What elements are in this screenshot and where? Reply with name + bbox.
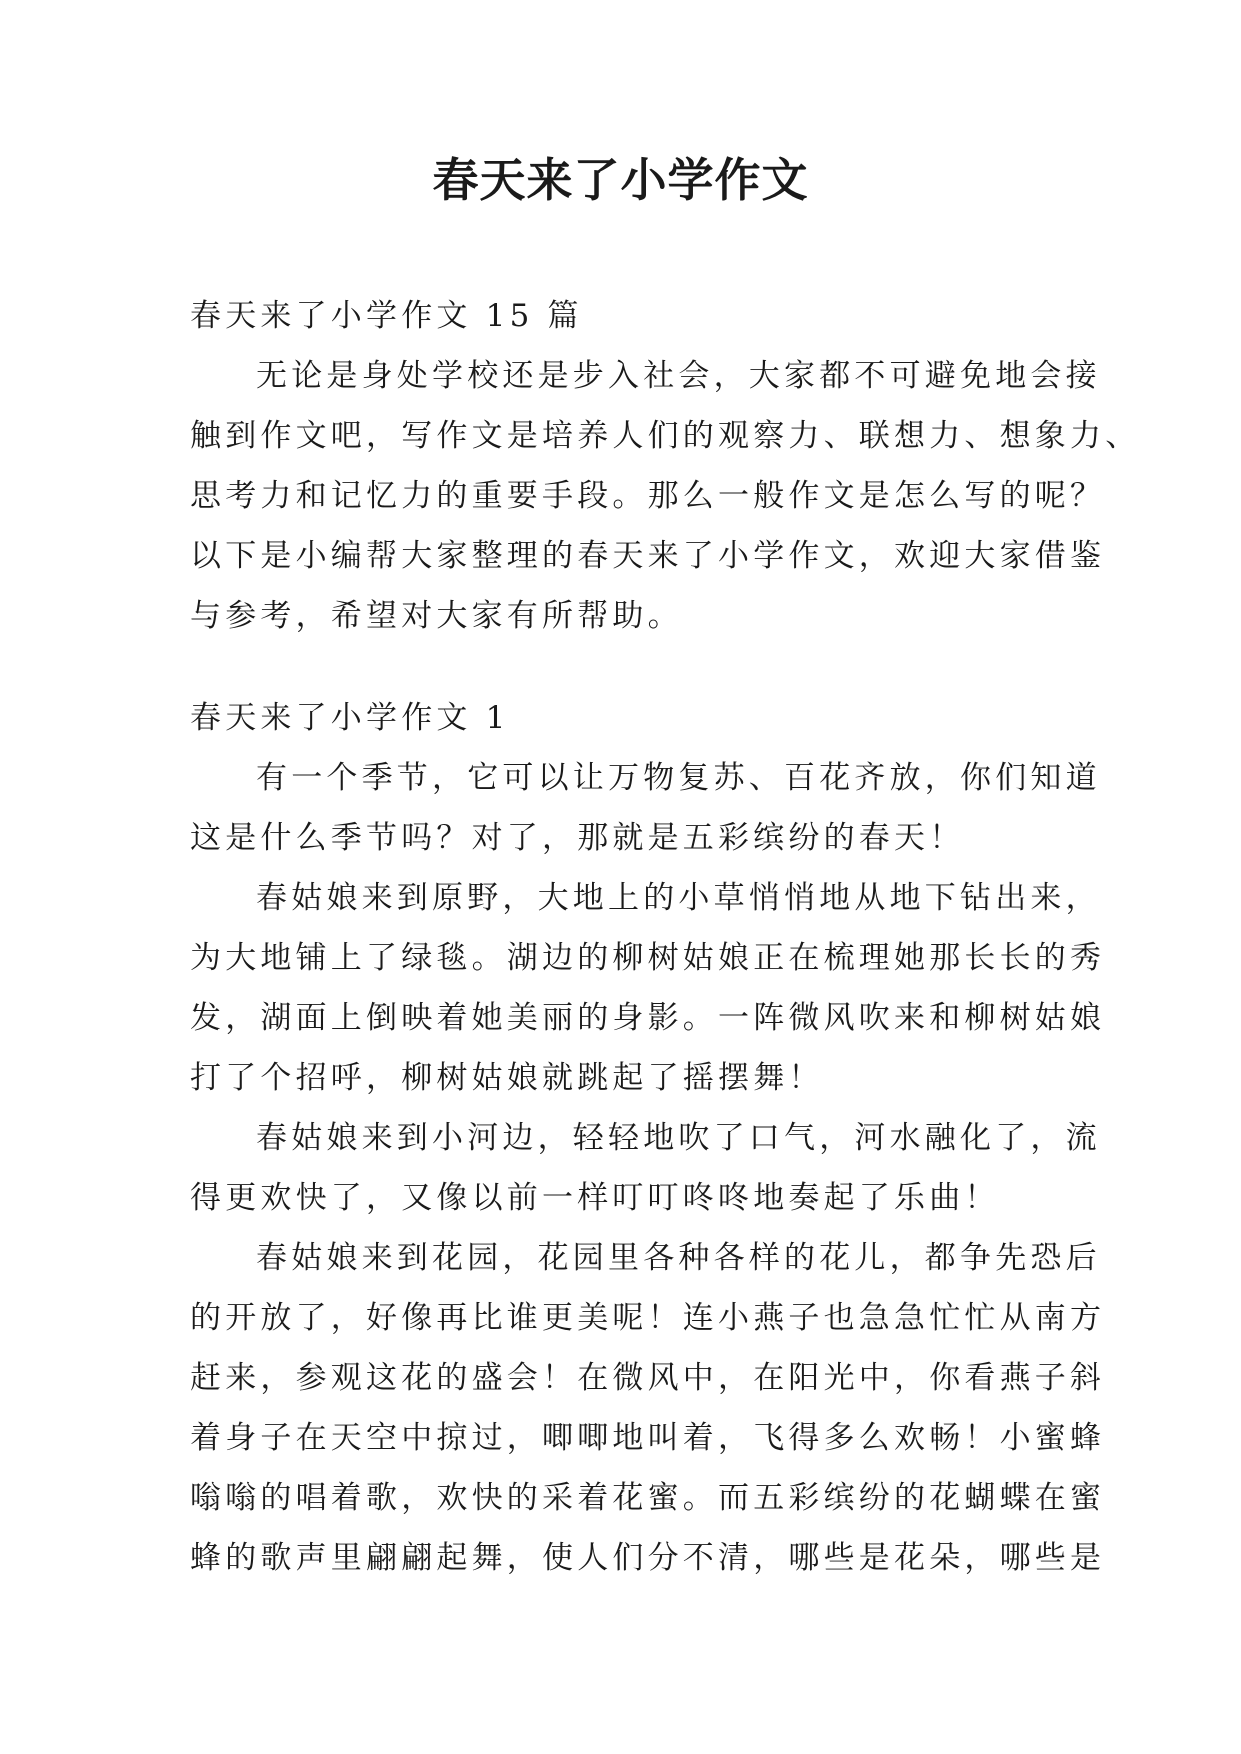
paragraph-line: 赶来，参观这花的盛会！在微风中，在阳光中，你看燕子斜 xyxy=(190,1360,1106,1396)
intro-line: 以下是小编帮大家整理的春天来了小学作文，欢迎大家借鉴 xyxy=(190,538,1106,574)
paragraph-line: 打了个招呼，柳树姑娘就跳起了摇摆舞！ xyxy=(190,1060,824,1096)
paragraph-line: 蜂的歌声里翩翩起舞，使人们分不清，哪些是花朵，哪些是 xyxy=(190,1540,1106,1576)
intro-line: 与参考，希望对大家有所帮助。 xyxy=(190,598,683,634)
intro-line: 思考力和记忆力的重要手段。那么一般作文是怎么写的呢？ xyxy=(190,478,1106,514)
paragraph-line: 得更欢快了，又像以前一样叮叮咚咚地奏起了乐曲！ xyxy=(190,1180,1000,1216)
paragraph-line: 春姑娘来到小河边，轻轻地吹了口气，河水融化了，流 xyxy=(256,1120,1101,1156)
document-title: 春天来了小学作文 xyxy=(432,153,809,207)
paragraph-gap xyxy=(190,646,1060,688)
document-body xyxy=(190,286,1141,1588)
paragraph-line: 这是什么季节吗？对了，那就是五彩缤纷的春天！ xyxy=(190,820,965,856)
paragraph-line: 春姑娘来到原野，大地上的小草悄悄地从地下钻出来， xyxy=(256,880,1101,916)
paragraph-line: 的开放了，好像再比谁更美呢！连小燕子也急急忙忙从南方 xyxy=(190,1300,1106,1336)
intro-line: 触到作文吧，写作文是培养人们的观察力、联想力、想象力、 xyxy=(190,418,1141,454)
section-heading: 春天来了小学作文 1 xyxy=(190,700,510,736)
paragraph-line: 有一个季节，它可以让万物复苏、百花齐放，你们知道 xyxy=(256,760,1101,796)
paragraph-line: 着身子在天空中掠过，唧唧地叫着，飞得多么欢畅！小蜜蜂 xyxy=(190,1420,1106,1456)
paragraph-line: 为大地铺上了绿毯。湖边的柳树姑娘正在梳理她那长长的秀 xyxy=(190,940,1106,976)
paragraph-line: 发，湖面上倒映着她美丽的身影。一阵微风吹来和柳树姑娘 xyxy=(190,1000,1106,1036)
intro-line: 无论是身处学校还是步入社会，大家都不可避免地会接 xyxy=(256,358,1101,394)
paragraph-line: 春姑娘来到花园，花园里各种各样的花儿，都争先恐后 xyxy=(256,1240,1101,1276)
subtitle-heading: 春天来了小学作文 15 篇 xyxy=(190,298,583,334)
paragraph-line: 嗡嗡的唱着歌，欢快的采着花蜜。而五彩缤纷的花蝴蝶在蜜 xyxy=(190,1480,1106,1516)
